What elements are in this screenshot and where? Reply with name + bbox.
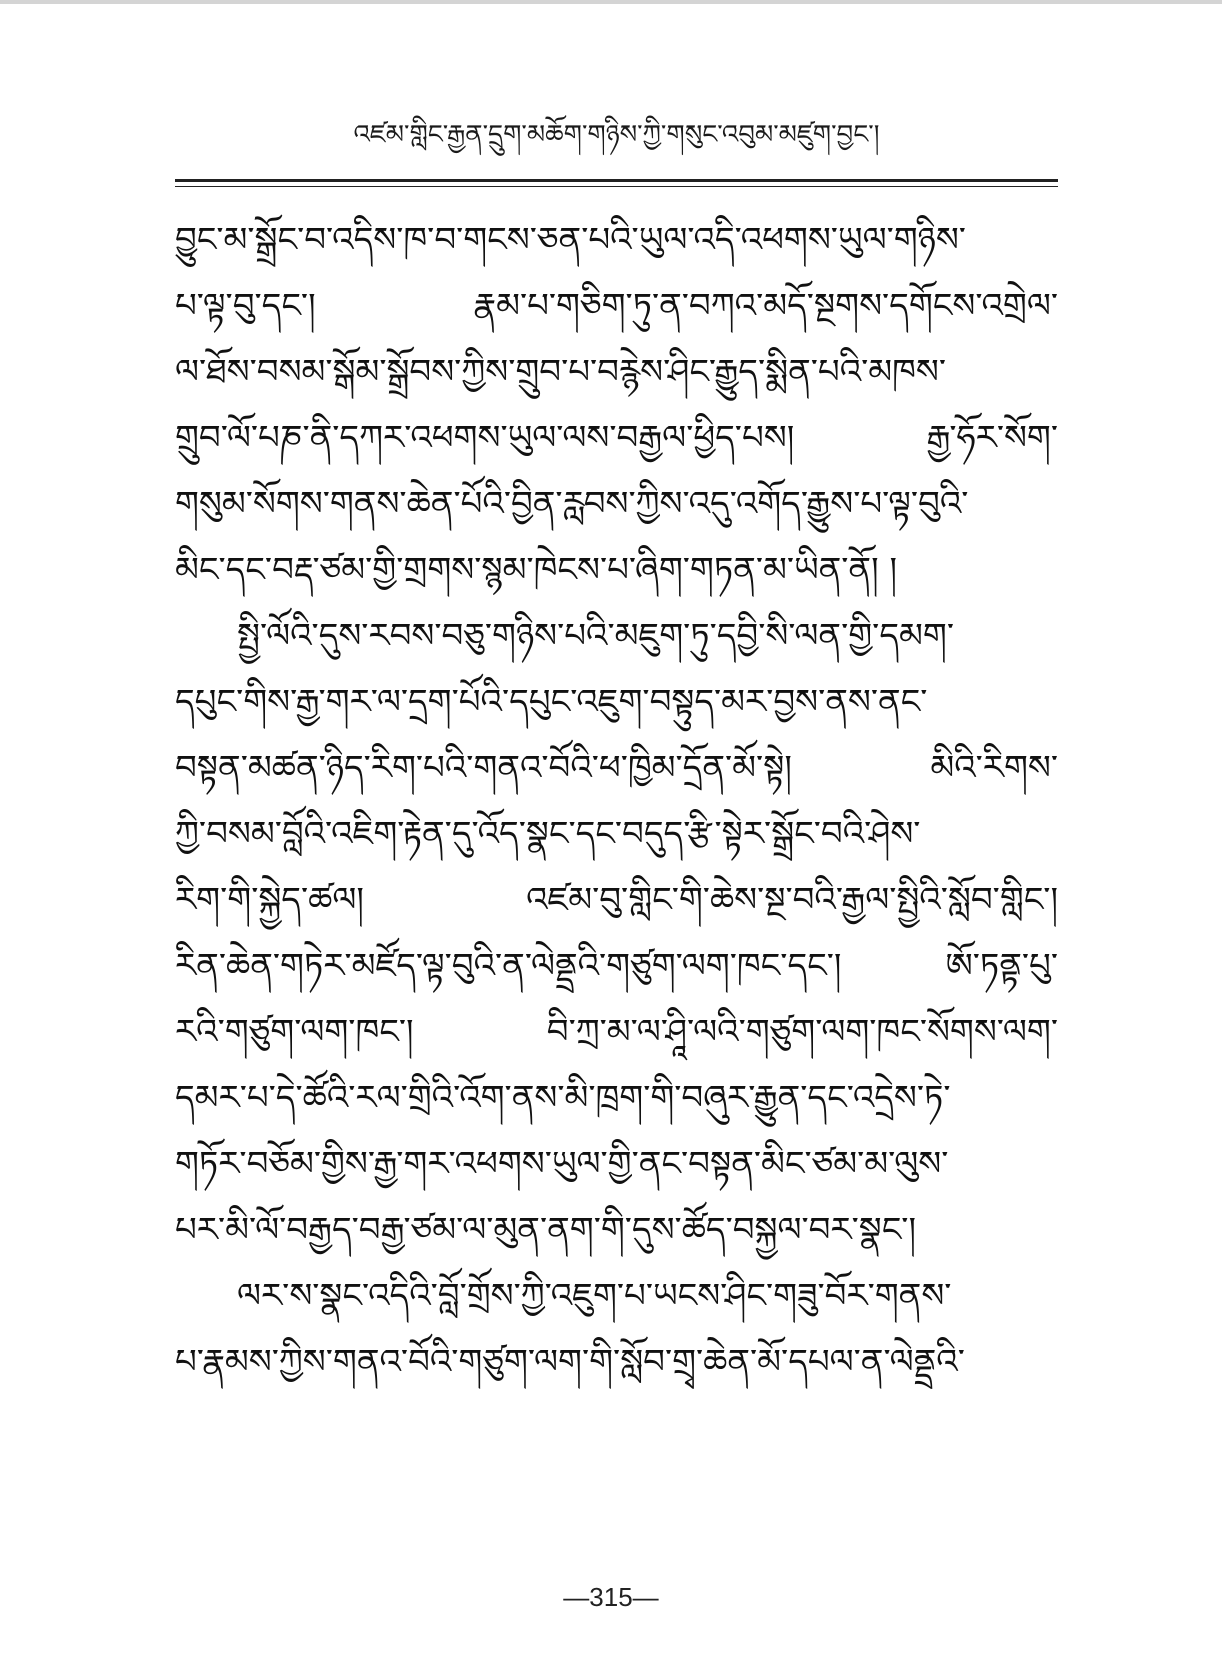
text-line: བྱུང་མ་སྒྲོང་བ་འདིས་ཁ་བ་གངས་ཅན་པའི་ཡུལ་འདི་འཕགས་ཡུལ་གཉིས་ [175,220,966,260]
header-rule-thin [175,186,1058,187]
text-line: བསྟན་མཚན་ཉིད་རིག་པའི་གནའ་བོའི་ཕ་ཁྱིམ་དྲོན་མོ་སྟེ། མིའི་རིགས་ [175,748,1058,788]
text-line: པ་རྣམས་ཀྱིས་གནའ་བོའི་གཙུག་ལག་གི་སློབ་གྲྭ་ཆེན་མོ་དཔལ་ན་ལེནྡྲའི་ [175,1342,965,1382]
text-line: རའི་གཙུག་ལག་ཁང་། བི་ཀྲ་མ་ལ་ཤཱི་ལའི་གཙུག་ལག་ཁང་སོགས་ལག་ [175,1012,1058,1052]
text-line: དམར་པ་དེ་ཚོའི་རལ་གྲིའི་འོག་ནས་མི་ཁྲག་གི་བཞུར་རྒྱུན་དང་འདྲེས་ཏེ་ [175,1078,951,1118]
paragraph-start-line: ལར་ས་སྣང་འདིའི་བློ་གྲོས་ཀྱི་འཇུག་པ་ཡངས་ཤིང་གཟུ་བོར་གནས་ [237,1276,952,1316]
text-line: ལ་ཐོས་བསམ་སྒོམ་སྒྲོབས་ཀྱིས་གྲུབ་པ་བརྙེས་ཤིང་རྒྱུད་སྨིན་པའི་མཁས་ [175,352,947,392]
text-line: མིང་དང་བརྡ་ཙམ་གྱི་གྲགས་སྙམ་ཁེངས་པ་ཞིག་གཏན་མ་ཡིན་ནོ། ། [175,550,898,590]
text-line: གྲུབ་ལོ་པཎ་ནི་དཀར་འཕགས་ཡུལ་ལས་བརྒྱལ་ཕྱིད་པས། རྒྱ་ཧོར་སོག་ [175,418,1058,458]
text-line: པར་མི་ལོ་བརྒྱད་བརྒྱ་ཙམ་ལ་མུན་ནག་གི་དུས་ཚོད་བསྐྱལ་བར་སྣང་། [175,1210,916,1250]
header-rule-thick [175,179,1058,182]
text-line: རིན་ཆེན་གཏེར་མཛོད་ལྟ་བུའི་ན་ལེནྡྲའི་གཙུག་ལག་ཁང་དང་། ཨོ་ཏནྟ་པུ་ [175,946,1058,986]
top-border [0,0,1222,4]
body-text [175,207,1058,1395]
page-number: —315— [563,1582,659,1612]
text-line: ཀྱི་བསམ་བློའི་འཇིག་རྟེན་དུ་འོད་སྣང་དང་བདུད་རྩི་སྟེར་སྒྲོང་བའི་ཤེས་ [175,814,921,854]
running-header: འཛམ་གླིང་རྒྱན་དྲུག་མཆོག་གཉིས་ཀྱི་གསུང་འབུམ་མཛུག་བྱང་། [353,120,880,150]
text-line: དཔུང་གིས་རྒྱ་གར་ལ་དྲག་པོའི་དཔུང་འཇུག་བསྟུད་མར་བྱས་ནས་ནང་ [175,682,928,722]
paragraph-start-line: སྤྱི་ལོའི་དུས་རབས་བཅུ་གཉིས་པའི་མཇུག་ཏུ་དབྱི་སི་ལན་གྱི་དམག་ [237,616,954,656]
text-line: གསུམ་སོགས་གནས་ཆེན་པོའི་བྱིན་རླབས་ཀྱིས་འདུ་འགོད་རྒྱུས་པ་ལྟ་བུའི་ [175,484,969,524]
text-line: གཏོར་བཅོམ་གྱིས་རྒྱ་གར་འཕགས་ཡུལ་གྱི་ནང་བསྟན་མིང་ཙམ་མ་ལུས་ [175,1144,949,1184]
text-line: པ་ལྟ་བུ་དང་། རྣམ་པ་གཅིག་ཏུ་ན་བཀའ་མདོ་སྔགས་དགོངས་འགྲེལ་ [175,286,1058,326]
text-line: རིག་གི་སྐྱེད་ཚལ། འཛམ་བུ་གླིང་གི་ཆེས་སྔ་བའི་རྒྱལ་སྤྱིའི་སློབ་གླིང་། [175,880,1058,920]
